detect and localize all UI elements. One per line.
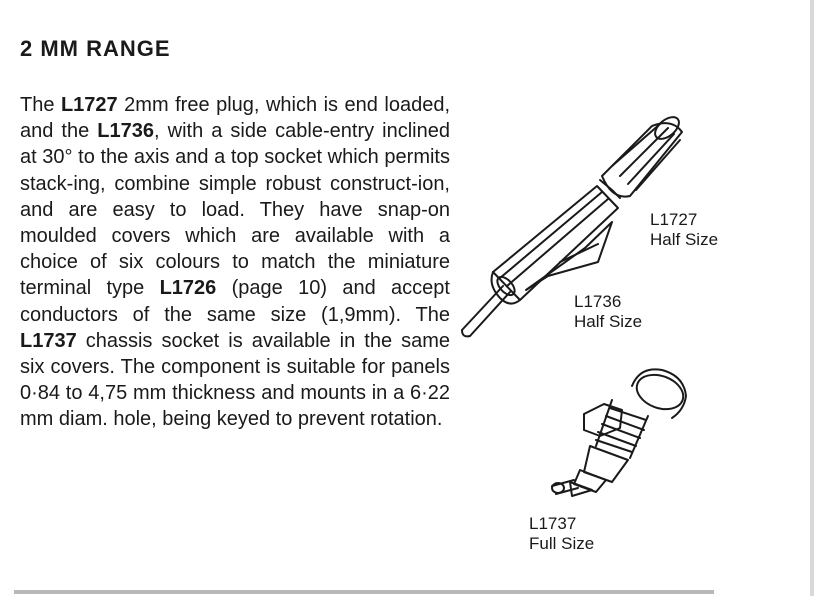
section-heading: 2 MM RANGE [20, 36, 171, 61]
page-edge-shadow [810, 0, 814, 596]
body-run: 2mm free plug, which is end loaded, and the [20, 94, 450, 143]
caption-scale: Half Size [574, 312, 643, 331]
caption-scale: Half Size [650, 230, 719, 249]
body-run: (page 10) and accept conductors of the same size (1,9mm). The [20, 277, 450, 326]
l1737-socket-drawing [552, 369, 688, 496]
body-run: chassis socket is available in the same six covers. The component is suitable for panels 0·84 to 4,75 mm thickness and mounts in a 6·22 mm diam. hole, being keyed to prevent rotation. [20, 329, 450, 431]
body-run: , with a side cable-entry inclined at 30° to the axis and a top socket which permits stack-ing, combine simple robust construct-ion, and are easy to load. They have snap-on moulded covers which are available with a choice of six colours to match the miniature terminal type [20, 120, 450, 300]
bottom-rule [14, 590, 714, 594]
caption-code: L1736 [574, 292, 622, 311]
body-paragraph [20, 92, 450, 433]
caption-l1737 [529, 514, 594, 554]
body-run-bold: L1736 [97, 120, 155, 143]
body-run-bold: L1727 [60, 94, 118, 116]
caption-code: L1727 [650, 210, 698, 229]
body-run-bold: L1737 [20, 329, 77, 352]
caption-scale: Full Size [529, 534, 595, 553]
body-run: The [20, 94, 61, 116]
caption-l1727 [650, 210, 718, 250]
body-run-bold: L1726 [159, 277, 217, 300]
caption-code: L1737 [529, 514, 577, 533]
caption-l1736 [574, 292, 642, 332]
l1727-plug-drawing [600, 113, 683, 198]
